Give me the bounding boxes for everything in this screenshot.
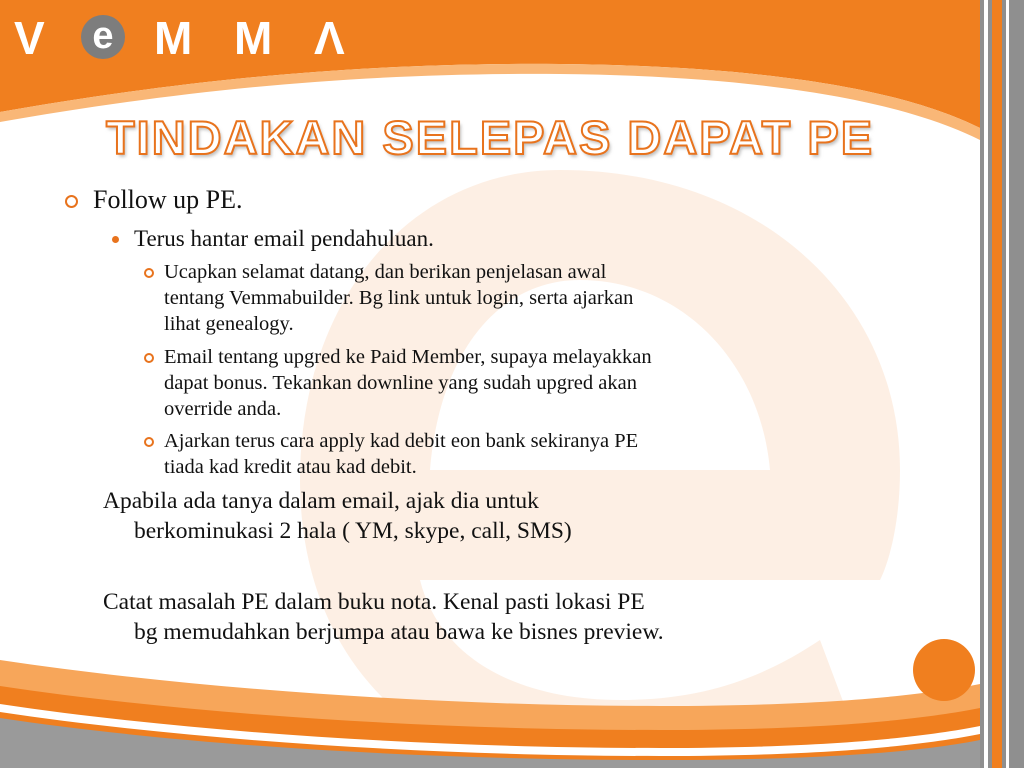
subitem-2-line-2: dapat bonus. Tekankan downline yang sudah upgred akan: [164, 372, 637, 394]
bullet-level1: Follow up PE.: [93, 185, 243, 214]
logo-letter-m1: M: [154, 12, 193, 64]
bullet-ring-icon: [65, 195, 78, 208]
subitem-3-line-1: Ajarkan terus cara apply kad debit eon bank sekiranya PE: [164, 430, 639, 452]
logo-letter-a: Λ: [314, 12, 345, 64]
logo-letter-e: e: [81, 15, 125, 59]
logo-letter-m2: M: [234, 12, 273, 64]
bullet-level2: Terus hantar email pendahuluan.: [134, 226, 434, 251]
subitem-3-line-2: tiada kad kredit atau kad debit.: [164, 456, 417, 478]
subitem-1-line-3: lihat genealogy.: [164, 313, 294, 335]
subitem-1-line-1: Ucapkan selamat datang, dan berikan penjelasan awal: [164, 261, 607, 283]
paragraph-2-line-2: bg memudahkan berjumpa atau bawa ke bisnes preview.: [134, 619, 664, 645]
bullet-small-ring-icon: [144, 268, 154, 278]
paragraph-1-line-2: berkominukasi 2 hala ( YM, skype, call, SMS): [134, 518, 572, 544]
paragraph-1-line-1: Apabila ada tanya dalam email, ajak dia untuk: [103, 488, 539, 514]
bullet-small-ring-icon: [144, 437, 154, 447]
paragraph-2-line-1: Catat masalah PE dalam buku nota. Kenal pasti lokasi PE: [103, 589, 645, 615]
subitem-2-line-3: override anda.: [164, 398, 282, 420]
logo-letter-v: V: [14, 12, 45, 64]
bullet-small-ring-icon: [144, 353, 154, 363]
slide-title: TINDAKAN SELEPAS DAPAT PE: [105, 111, 875, 164]
bullet-dot-icon: [112, 236, 119, 243]
subitem-2-line-1: Email tentang upgred ke Paid Member, supaya melayakkan: [164, 346, 652, 368]
subitem-1-line-2: tentang Vemmabuilder. Bg link untuk login, serta ajarkan: [164, 287, 634, 309]
